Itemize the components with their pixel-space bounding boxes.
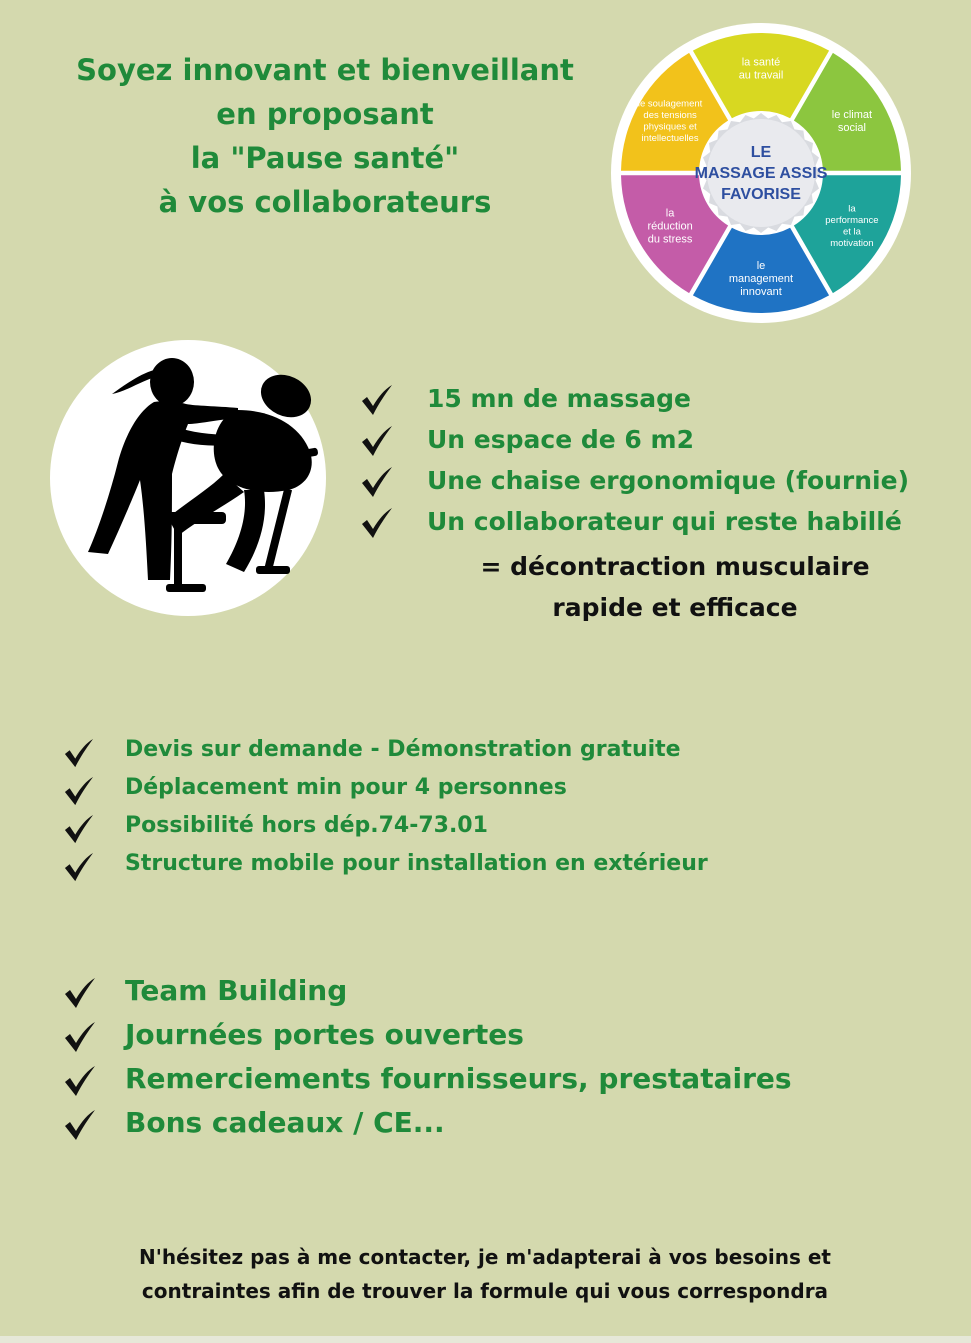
footer-line: contraintes afin de trouver la formule qui vous correspondra — [141, 1279, 829, 1303]
headline-line: en proposant — [216, 97, 434, 131]
wheel-segment-label: le soulagement des tensions physiques et intellectuelles — [637, 98, 703, 145]
list-item — [360, 501, 909, 542]
checkmark-icon — [62, 1065, 98, 1097]
benefit-text: Un collaborateur qui reste habillé — [427, 507, 902, 536]
headline-line: Soyez innovant et bienveillant — [76, 53, 574, 87]
checkmark-icon — [62, 977, 98, 1009]
conditions-list — [62, 731, 708, 883]
checkmark-icon — [62, 852, 96, 882]
checkmark-icon — [62, 1109, 98, 1141]
wheel-segment-label: la santé au travail — [738, 56, 784, 82]
benefit-text: Un espace de 6 m2 — [427, 425, 694, 454]
list-item — [360, 419, 909, 460]
checkmark-icon — [62, 1021, 98, 1053]
checkmark-icon — [360, 425, 394, 457]
bottom-band — [0, 1336, 971, 1343]
wheel-segment-label: la performance et la motivation — [825, 203, 879, 250]
list-item — [62, 1013, 792, 1057]
list-item — [62, 969, 792, 1013]
checkmark-icon — [360, 384, 394, 416]
checkmark-icon — [62, 776, 96, 806]
list-item — [62, 807, 708, 845]
result-line: = décontraction musculaire — [480, 552, 870, 581]
contact-footer — [50, 1240, 920, 1308]
wheel-segment-label: la réduction du stress — [647, 207, 693, 246]
occasion-text: Journées portes ouvertes — [125, 1018, 524, 1051]
wheel-center-label: LE MASSAGE ASSIS FAVORISE — [694, 144, 828, 203]
checkmark-icon — [360, 507, 394, 539]
condition-text: Devis sur demande - Démonstration gratuite — [125, 737, 681, 762]
occasion-text: Team Building — [125, 974, 348, 1007]
condition-text: Structure mobile pour installation en extérieur — [125, 851, 708, 876]
checkmark-icon — [62, 814, 96, 844]
list-item — [360, 460, 909, 501]
list-item — [62, 845, 708, 883]
benefit-text: Une chaise ergonomique (fournie) — [427, 466, 910, 495]
benefits-list — [360, 378, 909, 542]
headline — [60, 48, 590, 224]
condition-text: Possibilité hors dép.74-73.01 — [125, 813, 488, 838]
checkmark-icon — [62, 738, 96, 768]
occasion-text: Bons cadeaux / CE... — [125, 1106, 445, 1139]
list-item — [62, 1057, 792, 1101]
checkmark-icon — [360, 466, 394, 498]
result-line: rapide et efficace — [552, 593, 798, 622]
headline-line: la "Pause santé" — [190, 141, 460, 175]
list-item — [360, 378, 909, 419]
list-item — [62, 731, 708, 769]
occasions-list — [62, 969, 792, 1145]
benefits-wheel — [608, 20, 914, 326]
footer-line: N'hésitez pas à me contacter, je m'adapterai à vos besoins et — [138, 1245, 831, 1269]
chair-massage-silhouette-icon — [48, 340, 328, 620]
benefit-text: 15 mn de massage — [427, 384, 692, 413]
wheel-segment-label: le climat social — [831, 108, 873, 134]
list-item — [62, 769, 708, 807]
wheel-segment-label: le management innovant — [728, 259, 794, 298]
list-item — [62, 1101, 792, 1145]
result-statement — [440, 546, 910, 628]
condition-text: Déplacement min pour 4 personnes — [125, 775, 567, 800]
headline-line: à vos collaborateurs — [158, 185, 492, 219]
occasion-text: Remerciements fournisseurs, prestataires — [125, 1062, 792, 1095]
